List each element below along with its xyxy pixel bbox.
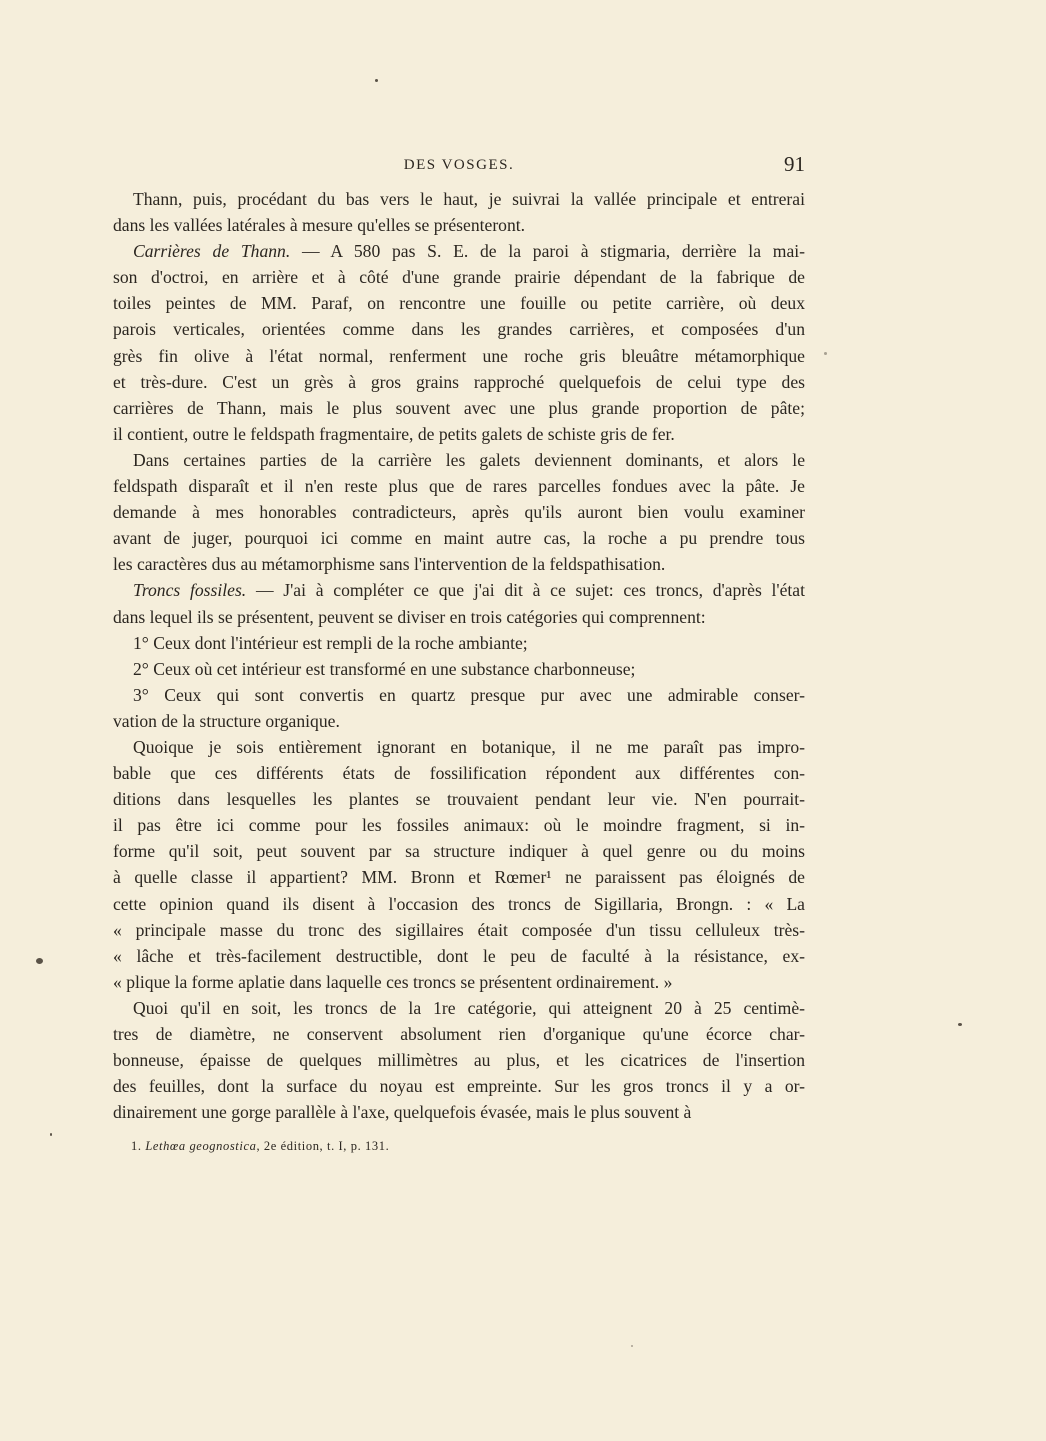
line-text: des feuilles, dont la surface du noyau est empreinte. Sur les gros troncs il y a or-: [113, 1076, 805, 1097]
line-text: dinairement une gorge parallèle à l'axe, quelquefois évasée, mais le plus souvent à: [113, 1102, 692, 1123]
line-text: à quelle classe il appartient? MM. Bronn et Rœmer¹ ne paraissent pas éloignés de: [113, 867, 805, 888]
text-line: [113, 630, 805, 656]
text-line: [113, 186, 805, 212]
line-text: avant de juger, pourquoi ici comme en maint autre cas, la roche a pu prendre tous: [113, 528, 805, 549]
print-speck: [631, 1345, 633, 1347]
line-text: grès fin olive à l'état normal, renferment une roche gris bleuâtre métamorphique: [113, 345, 805, 366]
line-text: 3° Ceux qui sont convertis en quartz presque pur avec une admirable conser-: [133, 684, 805, 705]
text-line: [113, 891, 805, 917]
text-line: [113, 421, 805, 447]
running-title: DES VOSGES.: [403, 157, 515, 173]
text-line: [113, 290, 805, 316]
text-line: [113, 604, 805, 630]
text-line: [113, 708, 805, 734]
line-text: 2° Ceux où cet intérieur est transformé en une substance charbonneuse;: [133, 658, 636, 679]
line-text: bonneuse, épaisse de quelques millimètres au plus, et les cicatrices de l'insertion: [113, 1050, 805, 1071]
text-line: [113, 969, 805, 995]
line-text: 1° Ceux dont l'intérieur est rempli de la roche ambiante;: [133, 632, 528, 653]
text-line: [113, 369, 805, 395]
text-line: [113, 264, 805, 290]
line-text: « lâche et très-facilement destructible, dont le peu de faculté à la résistance, ex-: [113, 945, 805, 966]
line-text: Dans certaines parties de la carrière les galets deviennent dominants, et alors le: [133, 449, 805, 470]
line-text: dans lequel ils se présentent, peuvent se diviser en trois catégories qui comprennent:: [113, 606, 706, 627]
text-line: [113, 238, 805, 264]
text-line: [113, 995, 805, 1021]
footnote-title: Lethœa geognostica: [145, 1139, 257, 1153]
line-text: Thann, puis, procédant du bas vers le haut, je suivrai la vallée principale et entrerai: [133, 189, 805, 209]
line-text: feldspath disparaît et il n'en reste plus que de rares parcelles fondues avec la pâte. Je: [113, 476, 805, 497]
footnote-rest: , 2e édition, t. I, p. 131.: [256, 1139, 390, 1153]
page-header: [113, 152, 805, 178]
footnote: [131, 1139, 731, 1154]
line-text: il pas être ici comme pour les fossiles animaux: où le moindre fragment, si in-: [113, 815, 805, 836]
line-text: carrières de Thann, mais le plus souvent avec une plus grande proportion de pâte;: [113, 397, 805, 418]
line-text: et très-dure. C'est un grès à gros grains rapproché quelquefois de celui type des: [113, 371, 805, 392]
line-text: Quoique je sois entièrement ignorant en botanique, il ne me paraît pas impro-: [133, 736, 805, 757]
text-line: [113, 838, 805, 864]
line-text: demande à mes honorables contradicteurs, après qu'ils auront bien voulu examiner: [113, 502, 805, 523]
print-speck: [50, 1133, 52, 1136]
text-line: [113, 525, 805, 551]
line-text: — J'ai à compléter ce que j'ai dit à ce sujet: ces troncs, d'après l'état: [246, 580, 805, 601]
text-line: [113, 864, 805, 890]
text-line: [113, 473, 805, 499]
footnote-number: 1.: [131, 1139, 142, 1153]
line-text: Quoi qu'il en soit, les troncs de la 1re catégorie, qui atteignent 20 à 25 centimè-: [133, 997, 805, 1018]
text-line: [113, 682, 805, 708]
line-text: « principale masse du tronc des sigillaires était composée d'un tissu celluleux très-: [113, 919, 805, 940]
line-text: toiles peintes de MM. Paraf, on rencontre une fouille ou petite carrière, où deux: [113, 293, 805, 314]
line-text: son d'octroi, en arrière et à côté d'une grande prairie dépendant de la fabrique de: [113, 267, 805, 288]
text-line: [113, 1021, 805, 1047]
print-speck: [958, 1023, 962, 1026]
text-line: [113, 812, 805, 838]
text-line: [113, 760, 805, 786]
body-text: [113, 186, 805, 1125]
text-line: [113, 943, 805, 969]
section-heading: Troncs fossiles.: [133, 580, 247, 601]
line-text: bable que ces différents états de fossilification répondent aux différentes con-: [113, 763, 805, 784]
line-text: vation de la structure organique.: [113, 710, 340, 731]
print-speck: [824, 352, 827, 355]
text-line: [113, 1047, 805, 1073]
text-line: [113, 316, 805, 342]
text-line: [113, 447, 805, 473]
page-number: 91: [784, 152, 805, 176]
text-line: [113, 917, 805, 943]
line-text: ditions dans lesquelles les plantes se trouvaient pendant leur vie. N'en pourrait-: [113, 789, 805, 810]
text-line: [113, 343, 805, 369]
line-text: dans les vallées latérales à mesure qu'elles se présenteront.: [113, 215, 526, 236]
text-line: [113, 212, 805, 238]
line-text: les caractères dus au métamorphisme sans l'intervention de la feldspathisation.: [113, 554, 666, 575]
text-line: [113, 734, 805, 760]
line-text: — A 580 pas S. E. de la paroi à stigmaria, derrière la mai-: [290, 241, 805, 262]
line-text: parois verticales, orientées comme dans les grandes carrières, et composées d'un: [113, 319, 805, 340]
section-heading: Carrières de Thann.: [133, 241, 291, 262]
line-text: « plique la forme aplatie dans laquelle ces troncs se présentent ordinairement. »: [113, 971, 673, 992]
print-speck: [36, 958, 43, 964]
line-text: cette opinion quand ils disent à l'occasion des troncs de Sigillaria, Brongn. : « La: [113, 893, 805, 914]
text-line: [113, 551, 805, 577]
print-speck: [375, 79, 378, 82]
text-line: [113, 395, 805, 421]
text-line: [113, 499, 805, 525]
text-line: [113, 656, 805, 682]
text-line: [113, 1073, 805, 1099]
line-text: tres de diamètre, ne conservent absolument rien d'organique qu'une écorce char-: [113, 1024, 805, 1044]
line-text: il contient, outre le feldspath fragmentaire, de petits galets de schiste gris de fer.: [113, 423, 675, 444]
text-line: [113, 1099, 805, 1125]
text-line: [113, 786, 805, 812]
line-text: forme qu'il soit, peut souvent par sa structure indiquer à quel genre ou du moins: [113, 841, 805, 862]
text-line: [113, 577, 805, 603]
